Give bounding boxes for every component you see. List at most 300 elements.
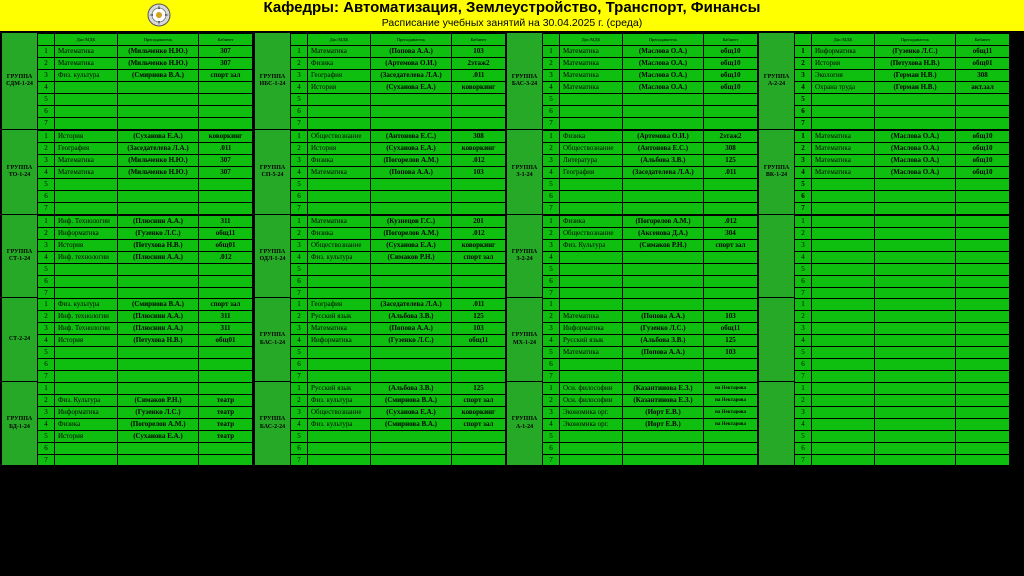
lesson-number: 1 <box>38 46 54 57</box>
lesson-number: 5 <box>795 179 811 190</box>
lesson-number: 4 <box>38 82 54 93</box>
lesson-teacher: (Заседателева Л.А.) <box>371 299 451 310</box>
group-block <box>759 215 1010 297</box>
lesson-room <box>199 276 252 287</box>
table-row <box>543 419 757 430</box>
lesson-number: 3 <box>38 70 54 81</box>
lesson-room: 103 <box>704 347 757 358</box>
table-row <box>543 58 757 69</box>
lesson-teacher: (Суханова Е.А.) <box>371 82 451 93</box>
lesson-room <box>199 347 252 358</box>
lesson-number: 2 <box>795 311 811 322</box>
lesson-number: 1 <box>291 46 307 57</box>
lesson-subject <box>560 443 622 454</box>
lesson-teacher: (Альбова З.В.) <box>371 311 451 322</box>
header-teacher: Преподаватель <box>371 34 451 45</box>
lesson-room <box>956 419 1009 430</box>
lesson-subject <box>55 371 117 382</box>
lesson-room: спорт зал <box>199 70 252 81</box>
table-row <box>291 299 505 310</box>
lesson-room: .011 <box>452 299 505 310</box>
lesson-room: 201 <box>452 216 505 227</box>
lesson-teacher <box>875 419 955 430</box>
lesson-room <box>956 311 1009 322</box>
table-header-row <box>543 34 757 45</box>
lesson-room: акт.зал <box>956 82 1009 93</box>
lesson-subject <box>812 371 874 382</box>
table-row <box>38 359 252 370</box>
lesson-number: 4 <box>795 335 811 346</box>
lesson-subject: История <box>308 82 370 93</box>
lesson-subject: История <box>308 143 370 154</box>
lesson-room <box>956 203 1009 214</box>
lesson-room: 307 <box>199 58 252 69</box>
lesson-room <box>956 276 1009 287</box>
header-teacher: Преподаватель <box>118 34 198 45</box>
table-row <box>291 443 505 454</box>
lesson-subject: Физика <box>308 58 370 69</box>
lesson-room <box>956 371 1009 382</box>
table-row <box>543 443 757 454</box>
lesson-subject <box>560 203 622 214</box>
lesson-subject: Математика <box>560 82 622 93</box>
lesson-number: 2 <box>291 228 307 239</box>
lesson-subject <box>812 106 874 117</box>
lesson-teacher: (Заседателева Л.А.) <box>118 143 198 154</box>
table-row <box>291 46 505 57</box>
lesson-number: 3 <box>38 155 54 166</box>
lesson-number: 5 <box>543 264 559 275</box>
lesson-subject: Физика <box>308 155 370 166</box>
lesson-number: 5 <box>291 431 307 442</box>
lesson-room <box>704 264 757 275</box>
lesson-subject <box>308 94 370 105</box>
lesson-room <box>704 252 757 263</box>
lesson-subject <box>308 371 370 382</box>
lesson-room: 103 <box>452 323 505 334</box>
page-title: Кафедры: Автоматизация, Землеустройство, Транспорт, Финансы <box>263 0 761 16</box>
lesson-teacher: (Антонова Е.С.) <box>371 131 451 142</box>
lesson-room: театр <box>199 419 252 430</box>
lesson-teacher: (Альбова З.В.) <box>623 155 703 166</box>
lesson-teacher: (Плюснин А.А.) <box>118 311 198 322</box>
table-row <box>291 167 505 178</box>
table-header-row <box>291 34 505 45</box>
lesson-number: 4 <box>795 252 811 263</box>
table-row <box>291 131 505 142</box>
lesson-room: общ11 <box>704 323 757 334</box>
lesson-teacher <box>371 443 451 454</box>
lesson-number: 3 <box>543 323 559 334</box>
lesson-room <box>452 431 505 442</box>
lesson-subject: Математика <box>308 323 370 334</box>
lesson-number: 5 <box>291 94 307 105</box>
lesson-room: 308 <box>704 143 757 154</box>
lesson-number: 7 <box>38 118 54 129</box>
lesson-subject: Математика <box>812 131 874 142</box>
lesson-room: 311 <box>199 216 252 227</box>
header-room: Кабинет <box>956 34 1009 45</box>
lesson-room: .012 <box>704 216 757 227</box>
lesson-teacher <box>371 264 451 275</box>
lesson-teacher <box>118 94 198 105</box>
lesson-number: 4 <box>291 82 307 93</box>
lesson-teacher: (Артемова О.И.) <box>371 58 451 69</box>
table-row <box>543 252 757 263</box>
lesson-number: 7 <box>291 118 307 129</box>
table-row <box>38 191 252 202</box>
lesson-room: коворкинг <box>452 143 505 154</box>
lesson-subject: Информатика <box>560 323 622 334</box>
table-row <box>543 347 757 358</box>
lesson-number: 1 <box>291 383 307 394</box>
lesson-teacher <box>875 94 955 105</box>
table-row <box>795 216 1009 227</box>
lesson-subject <box>560 359 622 370</box>
lesson-room: общ10 <box>956 143 1009 154</box>
lesson-room <box>704 371 757 382</box>
table-row <box>38 106 252 117</box>
lesson-room: общ11 <box>199 228 252 239</box>
lesson-number: 7 <box>291 371 307 382</box>
table-row <box>291 407 505 418</box>
lesson-number: 1 <box>795 383 811 394</box>
lesson-subject <box>812 118 874 129</box>
table-row <box>38 179 252 190</box>
lesson-number: 3 <box>543 407 559 418</box>
lesson-number: 2 <box>291 311 307 322</box>
lesson-room: общ10 <box>956 167 1009 178</box>
lesson-teacher: (Маслова О.А.) <box>623 82 703 93</box>
lesson-teacher <box>118 82 198 93</box>
table-row <box>291 323 505 334</box>
lesson-teacher: (Гузенко Л.С.) <box>623 323 703 334</box>
lesson-subject: Математика <box>560 70 622 81</box>
lesson-room <box>452 371 505 382</box>
table-row <box>291 240 505 251</box>
lesson-room <box>452 106 505 117</box>
lesson-room: 2этаж2 <box>452 58 505 69</box>
lesson-subject <box>55 118 117 129</box>
lesson-subject <box>560 299 622 310</box>
header-number <box>38 34 54 45</box>
lesson-room <box>704 359 757 370</box>
table-row <box>795 70 1009 81</box>
lesson-number: 4 <box>543 252 559 263</box>
table-row <box>38 240 252 251</box>
lesson-room: 125 <box>704 155 757 166</box>
lesson-teacher <box>875 203 955 214</box>
lesson-subject <box>812 179 874 190</box>
lesson-subject: Физ. культура <box>308 419 370 430</box>
lesson-number: 7 <box>38 288 54 299</box>
lesson-subject <box>812 443 874 454</box>
lesson-number: 6 <box>795 443 811 454</box>
table-row <box>795 179 1009 190</box>
lesson-number: 4 <box>291 335 307 346</box>
group-block <box>2 215 253 297</box>
lesson-number: 3 <box>795 240 811 251</box>
lesson-teacher: (Маслова О.А.) <box>875 143 955 154</box>
lesson-room <box>956 443 1009 454</box>
lesson-number: 6 <box>795 106 811 117</box>
lesson-subject <box>560 431 622 442</box>
lesson-number: 6 <box>543 106 559 117</box>
table-row <box>291 155 505 166</box>
lesson-room <box>704 443 757 454</box>
table-row <box>543 167 757 178</box>
lesson-subject <box>812 323 874 334</box>
lesson-number: 2 <box>543 311 559 322</box>
lesson-room: .012 <box>452 155 505 166</box>
table-row <box>38 347 252 358</box>
table-row <box>543 311 757 322</box>
lesson-teacher <box>875 106 955 117</box>
lesson-room <box>452 179 505 190</box>
lesson-subject <box>55 276 117 287</box>
schedule-grid <box>0 33 1024 465</box>
lesson-number: 1 <box>291 299 307 310</box>
group-block <box>507 130 758 214</box>
lesson-subject <box>812 94 874 105</box>
table-row <box>795 252 1009 263</box>
lesson-number: 5 <box>38 94 54 105</box>
lesson-number: 2 <box>38 143 54 154</box>
table-row <box>38 94 252 105</box>
lesson-subject: Инф. Технологии <box>55 216 117 227</box>
lesson-room: спорт зал <box>452 419 505 430</box>
lesson-teacher <box>623 299 703 310</box>
lesson-subject <box>308 179 370 190</box>
lesson-number: 6 <box>543 443 559 454</box>
lesson-room: 103 <box>452 167 505 178</box>
group-name <box>759 215 794 297</box>
lesson-room: коворкинг <box>199 131 252 142</box>
lesson-subject <box>55 443 117 454</box>
lesson-room: общ10 <box>704 58 757 69</box>
lesson-teacher <box>875 311 955 322</box>
lesson-number: 6 <box>543 191 559 202</box>
lesson-teacher <box>371 94 451 105</box>
lesson-subject: Математика <box>308 216 370 227</box>
table-row <box>38 431 252 442</box>
lesson-number: 3 <box>291 240 307 251</box>
lesson-teacher: (Маслова О.А.) <box>875 155 955 166</box>
lesson-teacher <box>875 395 955 406</box>
table-row <box>795 299 1009 310</box>
lesson-number: 7 <box>543 455 559 466</box>
lesson-room <box>452 276 505 287</box>
table-row <box>795 335 1009 346</box>
header-room: Кабинет <box>704 34 757 45</box>
table-row <box>543 359 757 370</box>
lesson-subject: Инф. технологии <box>55 311 117 322</box>
lesson-subject: Математика <box>55 46 117 57</box>
lesson-room: 304 <box>704 228 757 239</box>
lesson-room: спорт зал <box>452 252 505 263</box>
lesson-subject <box>55 191 117 202</box>
lesson-teacher: (Симаков Р.Н.) <box>371 252 451 263</box>
lesson-room <box>452 347 505 358</box>
lesson-number: 6 <box>291 443 307 454</box>
lesson-subject <box>560 191 622 202</box>
table-header-row <box>795 34 1009 45</box>
lesson-room: коворкинг <box>452 82 505 93</box>
group-block <box>507 382 758 465</box>
lesson-subject <box>308 276 370 287</box>
lesson-teacher <box>875 347 955 358</box>
lesson-teacher <box>371 106 451 117</box>
lesson-room: театр <box>199 407 252 418</box>
lesson-number: 2 <box>38 228 54 239</box>
lesson-teacher <box>875 335 955 346</box>
lesson-number: 3 <box>291 323 307 334</box>
lesson-subject <box>560 371 622 382</box>
lesson-subject <box>55 106 117 117</box>
lesson-number: 5 <box>795 431 811 442</box>
lesson-teacher <box>875 276 955 287</box>
lesson-teacher: (Альбова З.В.) <box>623 335 703 346</box>
lesson-number: 7 <box>543 371 559 382</box>
table-row <box>795 443 1009 454</box>
lesson-subject: Инф. технологии <box>55 252 117 263</box>
lesson-teacher <box>623 276 703 287</box>
lesson-room <box>452 359 505 370</box>
group-name: ГРУППА СТ-1-24 <box>2 215 37 297</box>
lesson-subject: Обществознание <box>308 407 370 418</box>
page-subtitle: Расписание учебных занятий на 30.04.2025 г. (среда) <box>381 17 643 29</box>
lesson-number: 3 <box>291 70 307 81</box>
table-header-row <box>38 34 252 45</box>
lesson-room: .011 <box>199 143 252 154</box>
lesson-number: 3 <box>795 407 811 418</box>
lesson-subject: Математика <box>812 167 874 178</box>
lesson-number: 7 <box>38 203 54 214</box>
lesson-teacher: (Попова А.А.) <box>371 167 451 178</box>
lesson-teacher <box>875 359 955 370</box>
table-row <box>291 216 505 227</box>
lesson-teacher: (Казантинова Е.З.) <box>623 395 703 406</box>
lesson-number: 6 <box>38 106 54 117</box>
lesson-subject <box>812 264 874 275</box>
table-row <box>38 70 252 81</box>
table-row <box>38 395 252 406</box>
lesson-room: на Нектарова <box>704 407 757 418</box>
lesson-subject: Математика <box>560 58 622 69</box>
lesson-subject <box>812 276 874 287</box>
lesson-number: 2 <box>795 395 811 406</box>
group-block <box>507 33 758 129</box>
group-block <box>759 298 1010 381</box>
lesson-subject <box>812 395 874 406</box>
lesson-number: 6 <box>38 191 54 202</box>
lesson-teacher: (Иорт Е.В.) <box>623 419 703 430</box>
lesson-subject <box>812 419 874 430</box>
page-header <box>0 0 1024 32</box>
lesson-number: 4 <box>795 167 811 178</box>
lesson-number: 6 <box>543 359 559 370</box>
table-row <box>291 191 505 202</box>
lesson-number: 6 <box>543 276 559 287</box>
lesson-number: 7 <box>291 455 307 466</box>
lesson-teacher: (Попова А.А.) <box>371 46 451 57</box>
lesson-room <box>199 443 252 454</box>
lesson-subject <box>812 252 874 263</box>
lesson-room <box>956 395 1009 406</box>
lesson-number: 1 <box>543 299 559 310</box>
table-row <box>543 70 757 81</box>
lesson-teacher: (Погорелов А.М.) <box>623 216 703 227</box>
lesson-teacher: (Суханова Е.А.) <box>371 240 451 251</box>
lesson-room: 308 <box>452 131 505 142</box>
lesson-subject <box>560 94 622 105</box>
lesson-subject: Охрана труда <box>812 82 874 93</box>
table-row <box>543 240 757 251</box>
lesson-room: общ01 <box>199 335 252 346</box>
lesson-teacher: (Герман Н.В.) <box>875 82 955 93</box>
lesson-teacher: (Мильченко Н.Ю.) <box>118 58 198 69</box>
table-row <box>543 191 757 202</box>
lesson-room <box>956 216 1009 227</box>
lesson-room: на Нектарова <box>704 395 757 406</box>
lesson-teacher <box>875 228 955 239</box>
group-block <box>255 382 506 465</box>
lesson-room: коворкинг <box>452 240 505 251</box>
lesson-room: .012 <box>199 252 252 263</box>
lesson-teacher <box>118 359 198 370</box>
table-row <box>38 252 252 263</box>
group-block <box>2 130 253 214</box>
group-name: ГРУППА ОДЛ-1-24 <box>255 215 290 297</box>
table-row <box>543 106 757 117</box>
lesson-room <box>452 94 505 105</box>
lesson-room <box>199 359 252 370</box>
table-row <box>543 407 757 418</box>
table-row <box>543 228 757 239</box>
lesson-teacher <box>118 371 198 382</box>
lesson-number: 7 <box>543 203 559 214</box>
lesson-room <box>452 264 505 275</box>
lesson-number: 3 <box>795 323 811 334</box>
lesson-subject <box>308 443 370 454</box>
lesson-room <box>199 264 252 275</box>
lesson-room <box>956 335 1009 346</box>
lesson-teacher <box>371 179 451 190</box>
table-row <box>543 118 757 129</box>
lesson-number: 4 <box>795 419 811 430</box>
lesson-number: 5 <box>795 347 811 358</box>
lesson-room: на Нектарова <box>704 383 757 394</box>
lesson-number: 1 <box>795 131 811 142</box>
table-row <box>291 311 505 322</box>
group-name: ГРУППА БД-1-24 <box>2 382 37 465</box>
group-name: ГРУППА МХ-1-24 <box>507 298 542 381</box>
lesson-teacher <box>623 203 703 214</box>
table-row <box>795 191 1009 202</box>
table-row <box>795 264 1009 275</box>
lesson-teacher <box>118 383 198 394</box>
lesson-room <box>704 203 757 214</box>
lesson-subject: Информатика <box>812 46 874 57</box>
lesson-subject: Русский язык <box>560 335 622 346</box>
lesson-number: 4 <box>291 167 307 178</box>
group-block <box>255 130 506 214</box>
lesson-room: коворкинг <box>452 407 505 418</box>
lesson-number: 2 <box>543 395 559 406</box>
lesson-room: общ10 <box>956 131 1009 142</box>
table-row <box>291 264 505 275</box>
table-row <box>795 46 1009 57</box>
